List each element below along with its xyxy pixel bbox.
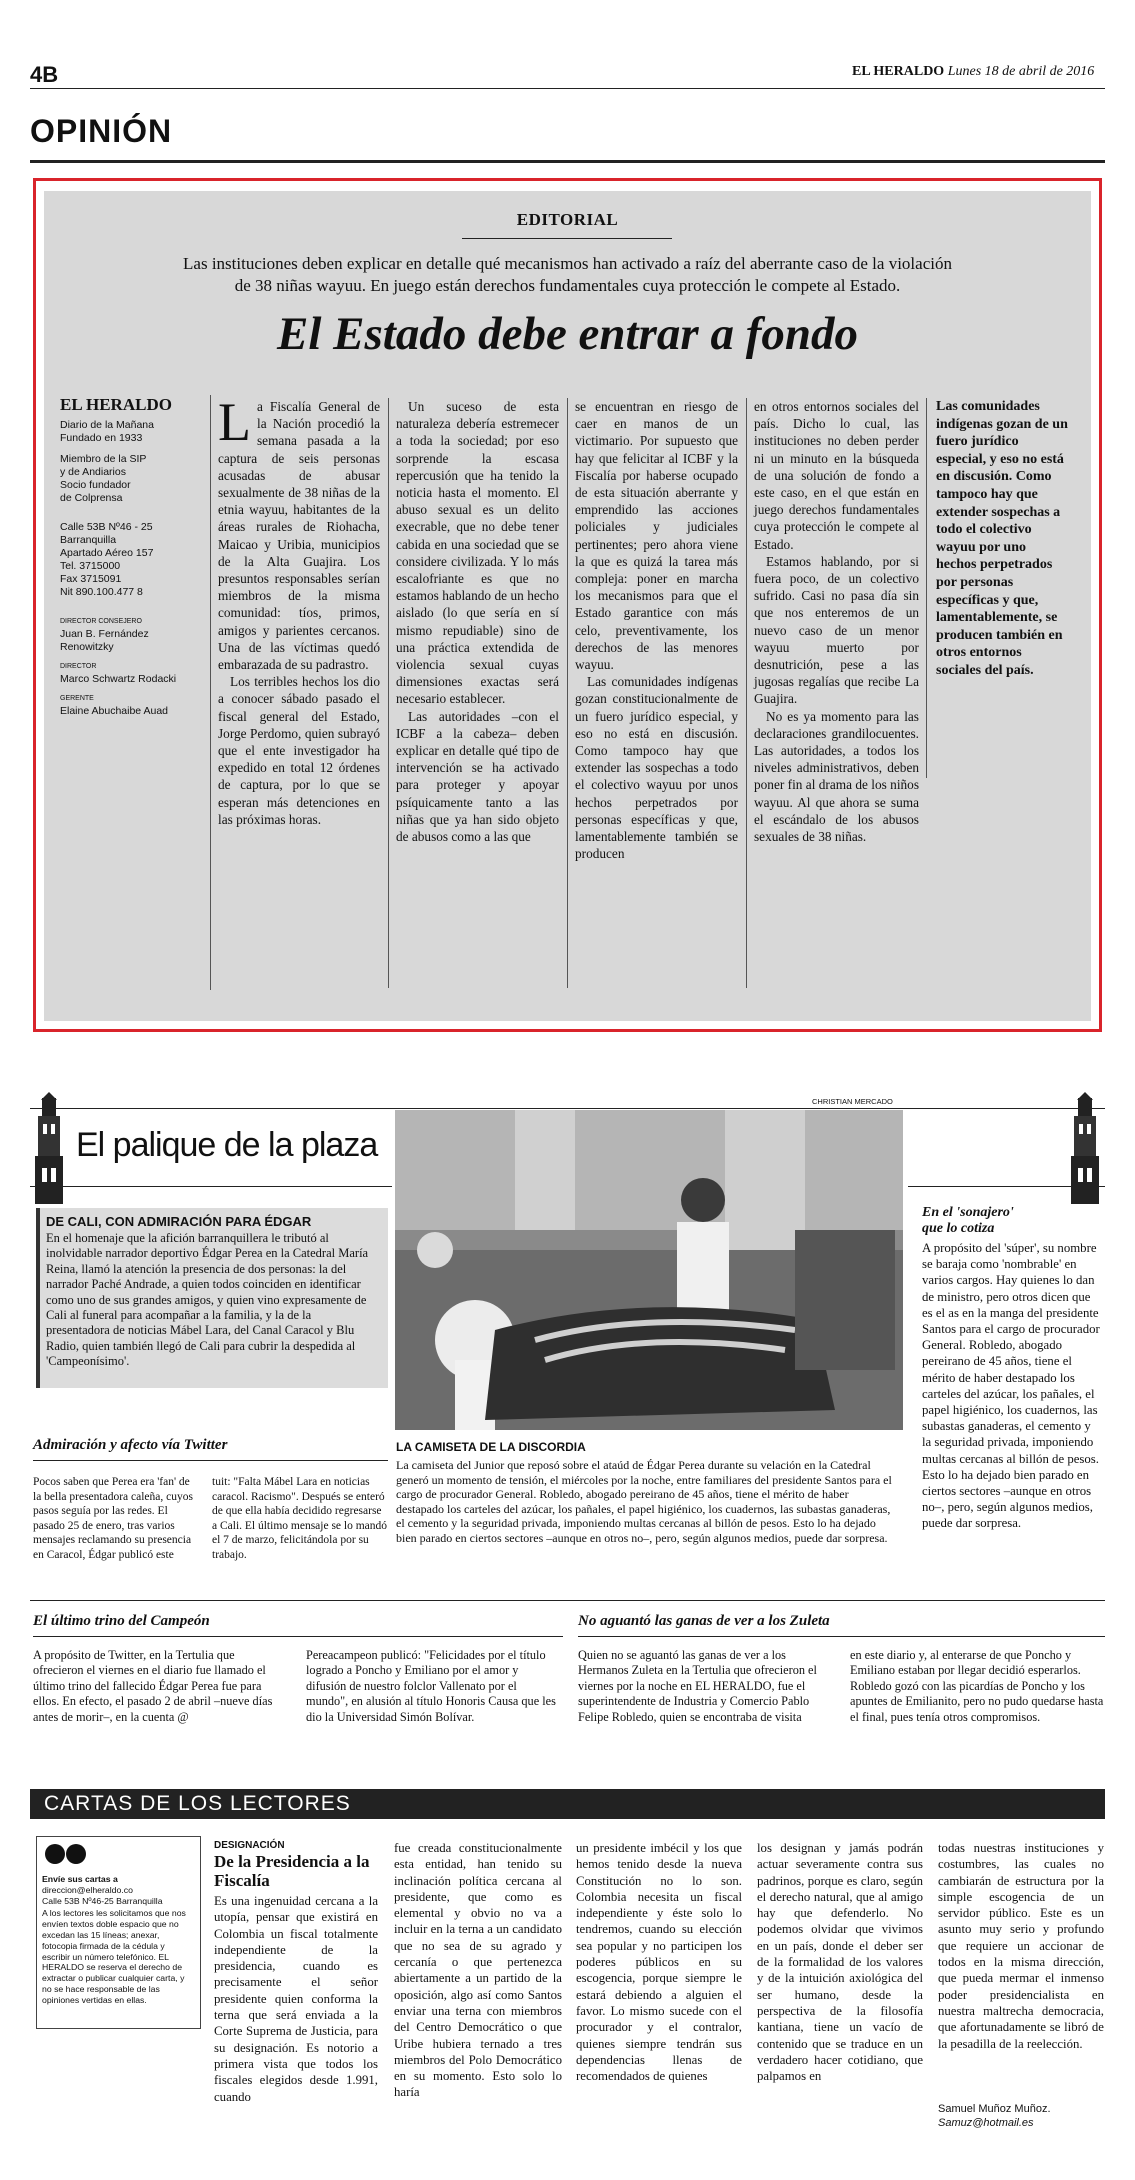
photo-credit: CHRISTIAN MERCADO bbox=[812, 1097, 893, 1106]
cartas-box-email: direccion@elheraldo.co bbox=[42, 1884, 133, 1895]
cartas-box-text: A los lectores les solicitamos que nos envíen textos doble espacio que no excedan las 15 líneas; anexar, fotocopia firmada de la cédula y escribir un número telefónico. EL HERALDO se reserva el derecho de extractar o publicar cualquier carta, y no se hace responsable de las opiniones vertidas en ellas. bbox=[42, 1908, 186, 2005]
editorial-column-1 bbox=[218, 392, 380, 828]
staff-name2: Marco Schwartz Rodacki bbox=[60, 673, 177, 685]
letter-headline: De la Presidencia a la Fiscalía bbox=[214, 1852, 370, 1890]
palique-title-rule bbox=[30, 1186, 392, 1187]
staff-addr6: Nit 890.100.477 8 bbox=[60, 586, 143, 598]
editorial-subhead-line2: de 38 niñas wayuu. En juego están derechos fundamentales cuya protección le compete al Estado. bbox=[234, 276, 901, 295]
palique-top-rule bbox=[30, 1108, 1105, 1109]
letter-col5: todas nuestras instituciones y costumbres, las cuales no cambiarán de estructura por la simple escogencia de un servidor público. Este es un asunto muy serio y profundo que requiere un accionar de todos en la misma dirección, que pueda mermar el inmenso poder presidencialista en nuestra maltrecha democracia, que afortunadamente se libró de la pesadilla de la reelección. bbox=[938, 1841, 1104, 2051]
side-head-line2: que lo cotiza bbox=[922, 1221, 995, 1236]
letter-signature bbox=[938, 2102, 1051, 2130]
cartas-box-head: Envíe sus cartas a bbox=[42, 1874, 118, 1884]
signature-email: Samuz@hotmail.es bbox=[938, 2117, 1034, 2129]
ultimo-rule bbox=[33, 1636, 563, 1637]
letter-kicker: DESIGNACIÓN bbox=[214, 1840, 285, 1851]
cartas-title-bar bbox=[30, 1789, 1105, 1819]
col-divider-1 bbox=[388, 398, 389, 988]
side-head-line1: En el 'sonajero' bbox=[922, 1205, 1014, 1220]
staff-line5: Socio fundador bbox=[60, 479, 131, 491]
staff-name1a: Juan B. Fernández bbox=[60, 628, 149, 640]
staff-addr5: Fax 3715091 bbox=[60, 573, 122, 585]
photo-caption-text: La camiseta del Junior que reposó sobre el ataúd de Édgar Perea durante su velación en la Catedral generó un momento de tensión, el miércoles por la noche, entre familiares del presidente Santos para el cargo de procurador General. Robledo, abogado pereirano de 45 años, tiene el mérito de haber destapado los carteles del azúcar, los pañales, el papel higiénico, los cuadernos, las subastas ganaderas, el cemento y la seguridad privada, imponiendo multas cercanas al billón de pesos. Esto lo ha dejado bien parado en ciertos sectores –aunque en otros no–, pero, según algunos medios, puede dar sorpresa. bbox=[396, 1458, 892, 1545]
tower-icon-right bbox=[1068, 1092, 1102, 1204]
editorial-subhead bbox=[80, 253, 1055, 297]
staff-box bbox=[60, 395, 205, 718]
funeral-photo bbox=[395, 1110, 903, 1430]
staff-name1b: Renowitzky bbox=[60, 641, 114, 653]
staff-addr2: Barranquilla bbox=[60, 534, 117, 546]
editorial-col2-para1: Un suceso de esta naturaleza debería estremecer a toda la sociedad; por eso sorprende la escasa repercusión que ha tenido la noticia hasta el momento. El abuso sexual es un delito execrable, que no debe tener cabida en una sociedad que se considere civilizada. Y lo más escalofriante es que no estamos hablando de un hecho aislado (lo que sería en sí mismo repudiable) sino de una práctica extendida de violencia sexual cuyas dimensiones exactas será necesario establecer. bbox=[396, 399, 559, 707]
staff-role3: GERENTE bbox=[60, 695, 94, 702]
palique-box-text: En el homenaje que la afición barranquillera le tributó al inolvidable narrador deportivo Édgar Perea en la Catedral María Reina, llamó la atención la presencia de dos personas: la del narrador Paché Andrade, a quien todos coinciden en identificar como uno de sus grandes amigos, y quien vino expresamente de Cali al funeral para acompañar a la familia, y la de la presentadora de noticias Mábel Lara, del Canal Caracol y Blu Radio, quien también llegó de Cali para cubrir la despedida al 'Campeonísimo'. bbox=[46, 1231, 369, 1369]
palique-title-rule-right bbox=[908, 1186, 1105, 1187]
cartas-box-addr: Calle 53B Nº46-25 Barranquilla bbox=[42, 1895, 163, 1906]
zuleta-rule bbox=[578, 1636, 1105, 1637]
staff-divider bbox=[210, 395, 211, 990]
ultimo-head: El último trino del Campeón bbox=[33, 1613, 210, 1629]
editorial-col4-para2: Estamos hablando, por si fuera poco, de un colectivo sufrido. Casi no pasa día sin que nos enteremos de un nuevo caso de un menor wayuu muerto por desnutrición, pese a las jugosas regalías que recibe La Guajira. bbox=[754, 553, 919, 707]
side-head bbox=[922, 1205, 1014, 1237]
issue-date: Lunes 18 de abril de 2016 bbox=[947, 64, 1095, 79]
signature-name: Samuel Muñoz Muñoz. bbox=[938, 2103, 1051, 2115]
editorial-subhead-line1: Las instituciones deben explicar en detalle qué mecanismos han activado a raíz del aberrante caso de la violación bbox=[183, 254, 952, 273]
staff-addr4: Tel. 3715000 bbox=[60, 560, 121, 572]
zuleta-col1: Quien no se aguantó las ganas de ver a los Hermanos Zuleta en la Tertulia que ofrecieron el viernes por la noche en EL HERALDO, fue el superintendente de Industria y Comercio Pablo Felipe Robledo, quien se encontraba de visita bbox=[578, 1648, 817, 1724]
editorial-col4-para3: No es ya momento para las declaraciones grandilocuentes. Las autoridades, a todos los niveles administrativos, deben poner fin al drama de los niños wayuu. Al que ahora se suma el escándalo de los abusos sexuales de 38 niñas. bbox=[754, 708, 919, 845]
speech-bubble-icon bbox=[44, 1843, 88, 1867]
letter-col1: Es una ingenuidad cercana a la utopía, pensar que existirá en Colombia un fiscal totalmente independiente de la presidencia, cuando es precisamente el señor presidente quien conforma la terna que será enviada a la Corte Suprema de Justicia, para su designación. Es notorio a primera vista que todos los fiscales elegidos desde 1.991, cuando bbox=[214, 1894, 378, 2104]
staff-line2: Fundado en 1933 bbox=[60, 432, 143, 444]
twitter-col1: Pocos saben que Perea era 'fan' de la bella presentadora caleña, cuyos pasos seguía por las redes. El pasado 25 de enero, tras varios mensajes reclamando su presencia en Caracol, Édgar publicó este bbox=[33, 1476, 193, 1561]
cartas-title: CARTAS DE LOS LECTORES bbox=[44, 1792, 351, 1815]
staff-role2: DIRECTOR bbox=[60, 663, 97, 670]
zuleta-head: No aguantó las ganas de ver a los Zuleta bbox=[578, 1613, 830, 1629]
editorial-pullquote: Las comunidades indígenas gozan de un fuero jurídico especial, y eso no está en discusión. Como tampoco hay que extender sospechas a todo el colectivo wayuu por uno hechos perpetrados por personas específicas y que, lamentablemente, se producen también en otros entornos sociales del país. bbox=[936, 399, 1068, 678]
header-rule bbox=[30, 88, 1105, 89]
staff-line6: de Colprensa bbox=[60, 492, 123, 504]
dropcap: L bbox=[218, 392, 251, 452]
staff-role1: DIRECTOR CONSEJERO bbox=[60, 618, 142, 625]
staff-line4: y de Andiarios bbox=[60, 466, 126, 478]
letter-col4: los designan y jamás podrán actuar severamente contra sus padrinos, porque es claro, según el derecho natural, que al amigo hay que defenderlo. No podemos olvidar que vivimos en un país, donde el deber ser de la formalidad de los valores y de la intuición axiológica del ser humano, desde la perspectiva de la filosofía kantiana, tiene un vacío de contenido que se traduce en un verdadero hacer cotidiano, que palpamos en bbox=[757, 1841, 923, 2084]
staff-line1: Diario de la Mañana bbox=[60, 419, 154, 431]
page-number: 4B bbox=[30, 62, 59, 87]
col-divider-4 bbox=[926, 398, 927, 778]
ultimo-col2: Pereacampeon publicó: "Felicidades por el título logrado a Poncho y Emiliano por el amor y difusión de nuestro folclor Vallenato por el mundo", en alusión al título Honoris Causa que les dio la Universidad Simón Bolívar. bbox=[306, 1648, 556, 1724]
staff-line3: Miembro de la SIP bbox=[60, 453, 147, 465]
staff-paper-name: EL HERALDO bbox=[60, 395, 172, 414]
editorial-column-2 bbox=[396, 398, 559, 845]
letter-col2: fue creada constitucionalmente esta entidad, han tenido su inclinación política cercana al presidente, que como es elemental y obvio no va a incluir en la terna a un candidato que no sea de su agrado y cercanía o que pertenezca abiertamente a un partido de la oposición, algo así como Santos enviar una terna con miembros del Centro Democrático o que Uribe hubiera ternado a tres miembros del Polo Democrático en su momento. Esto solo lo haría bbox=[394, 1841, 562, 2100]
masthead-name: EL HERALDO bbox=[852, 64, 945, 79]
zuleta-col2: en este diario y, al enterarse de que Poncho y Emiliano estaban por llegar decidió esperarlos. Robledo gozó con las picardías de Poncho y los apuntes de Emilianito, pero no pudo quedarse hasta el final, pues tenía otros compromisos. bbox=[850, 1648, 1104, 1724]
editorial-col3-para1: se encuentran en riesgo de caer en manos de un victimario. Por supuesto que hay que felicitar al ICBF y la Fiscalía por haberse ocupado de esta situación aberrante y emprendido las acciones policiales y judiciales pertinentes; pero ahora viene la que es quizá la tarea más compleja: poner en marcha los mecanismos para que el Estado garantice con más celo, preventivamente, los derechos de las menores wayuu. bbox=[575, 399, 738, 673]
side-text: A propósito del 'súper', su nombre se baraja como 'nombrable' en varios cargos. Hay quienes lo dan de ministro, pero otros dicen que es el as en la manga del presidente Santos para el cargo de procurador General. Robledo, abogado pereirano de 45 años, tiene el mérito de haber destapado los carteles del azúcar, los pañales, el papel higiénico, los cuadernos, las subastas ganaderas, el cemento y la seguridad privada, imponiendo multas cercanas al billón de pesos. Esto lo ha dejado bien parado en ciertos sectores –aunque en otros no–, pero, según algunos medios, puede dar sorpresa. bbox=[922, 1241, 1100, 1531]
kicker-rule bbox=[462, 238, 672, 239]
palique-mid-rule bbox=[30, 1600, 1105, 1601]
editorial-column-3 bbox=[575, 398, 738, 862]
ultimo-col1: A propósito de Twitter, en la Tertulia que ofrecieron el viernes en el diario fue llamado el último trino del fallecido Édgar Perea fue para ellos. En efecto, el pasado 2 de abril –nueve días antes de morir–, en la cuenta @ bbox=[33, 1648, 273, 1724]
photo-caption-head: LA CAMISETA DE LA DISCORDIA bbox=[396, 1440, 586, 1454]
staff-addr3: Apartado Aéreo 157 bbox=[60, 547, 154, 559]
letter-col3: un presidente imbécil y los que hemos tenido desde la nueva Constitución no lo son. Colombia necesita un fiscal independiente y éste solo lo tendremos, cuando su elección sea popular y no participen los poderes públicos en su escogencia, porque siempre le estará debiendo a alguien el favor. Lo mismo sucede con el procurador y el contralor, quienes siempre tendrán sus dependencias llenas de recomendados de quienes bbox=[576, 1841, 742, 2084]
editorial-col3-para2: Las comunidades indígenas gozan constitucionalmente de un fuero jurídico especial, y eso no está en discusión. Como tampoco hay que extender las sospechas a todo el colectivo wayuu por unos hechos perpetrados por personas específicas y que, lamentablemente también se producen bbox=[575, 674, 738, 862]
editorial-headline: El Estado debe entrar a fondo bbox=[276, 308, 858, 360]
section-rule bbox=[30, 160, 1105, 163]
col-divider-2 bbox=[567, 398, 568, 988]
section-title: OPINIÓN bbox=[30, 113, 173, 149]
tower-icon bbox=[32, 1092, 66, 1204]
staff-addr1: Calle 53B Nº46 - 25 bbox=[60, 521, 153, 533]
editorial-col1-para2: Los terribles hechos los dio a conocer sábado pasado el fiscal general del Estado, Jorge Perdomo, quien subrayó que el ente investigador ha expedido en total 12 órdenes de captura, por lo que se esperan más detenciones en las próximas horas. bbox=[218, 674, 380, 827]
col-divider-3 bbox=[746, 398, 747, 988]
palique-box-head: DE CALI, CON ADMIRACIÓN PARA ÉDGAR bbox=[46, 1214, 312, 1229]
cartas-box-content bbox=[42, 1874, 195, 2006]
editorial-col2-para2: Las autoridades –con el ICBF a la cabeza– deben explicar en detalle qué tipo de intervención se ha activado para proteger y apoyar psíquicamente tanto a las niñas que ya han sido objeto de abusos como a las que bbox=[396, 708, 559, 845]
editorial-col1-para1: a Fiscalía General de la Nación procedió la semana pasada a la captura de seis personas acusadas de abusar sexualmente de 38 niñas de la etnia wayuu, habitantes de la áreas rurales de Riohacha, Maicao y Uribia, municipios de la Alta Guajira. Los presuntos responsables serían miembros de la misma comunidad: tíos, primos, amigos y parientes cercanos. Una de las víctimas quedó embarazada de su padrastro. bbox=[218, 399, 380, 673]
editorial-column-4 bbox=[754, 398, 919, 845]
palique-title: El palique de la plaza bbox=[76, 1126, 378, 1164]
editorial-kicker: EDITORIAL bbox=[516, 210, 619, 229]
twitter-col2: tuit: "Falta Mábel Lara en noticias caracol. Racismo". Después se enteró de que ella había decidido regresarse a Cali. El último mensaje se lo mandó el 7 de marzo, felicitándola por su trabajo. bbox=[212, 1476, 388, 1561]
twitter-head: Admiración y afecto vía Twitter bbox=[33, 1437, 228, 1453]
staff-name3: Elaine Abuchaibe Auad bbox=[60, 705, 169, 717]
masthead-date-line bbox=[852, 64, 1094, 80]
twitter-rule bbox=[33, 1460, 388, 1461]
editorial-col4-para1: en otros entornos sociales del país. Dicho lo cual, las instituciones no deben perder ni un minuto en la búsqueda de una solución de fondo a este caso, en el que están en juego derechos fundamentales cuya protección le compete al Estado. bbox=[754, 399, 919, 552]
